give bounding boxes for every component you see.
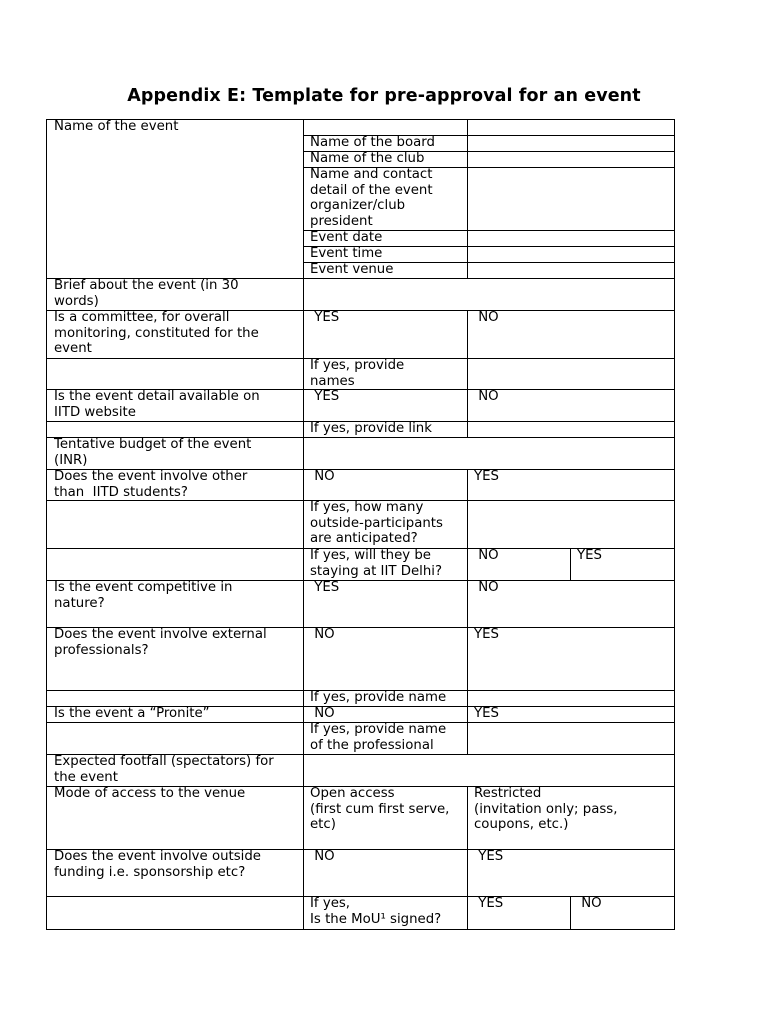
form-field-label-line: YES [310, 310, 340, 325]
form-field-label [474, 627, 499, 643]
form-field-label [474, 548, 499, 564]
form-field-label [310, 135, 435, 151]
form-field-label [310, 262, 393, 278]
form-field-label [474, 786, 617, 833]
form-field-label-line: (INR) [54, 452, 88, 468]
form-field-label-line: monitoring, constituted for the [54, 325, 259, 341]
form-field-label-line: Is the MoU¹ signed? [310, 911, 442, 927]
form-field-label-line: event [54, 341, 92, 357]
form-field-label-line: YES [474, 627, 499, 642]
form-field-label [54, 627, 267, 658]
form-field-label-line: professionals? [54, 642, 149, 658]
form-field-label-line: NO [310, 627, 335, 642]
form-field-label [54, 754, 274, 785]
page-title: Appendix E: Template for pre-approval for an event [127, 86, 641, 106]
form-field-label-line: NO [474, 389, 499, 404]
approval-form-table [47, 119, 675, 929]
form-field-label [310, 358, 404, 389]
table-cell [467, 246, 675, 263]
table-cell [46, 896, 304, 930]
form-field-label [310, 896, 441, 927]
form-field-label-line: coupons, etc.) [474, 817, 569, 833]
form-field-label [310, 151, 424, 167]
table-cell [46, 358, 304, 390]
form-field-label-line: names [310, 373, 355, 389]
form-field-label [54, 469, 247, 500]
form-field-label-line: (first cum first serve, [310, 801, 450, 817]
form-field-label [310, 246, 382, 262]
form-field-label-line: Does the event involve external [54, 627, 267, 642]
form-field-label [577, 548, 602, 564]
form-field-label [310, 310, 339, 326]
form-field-label-line: Brief about the event (in 30 [54, 278, 239, 293]
form-field-label-line: Tentative budget of the event [54, 437, 252, 452]
form-field-label-line: YES [474, 706, 499, 721]
form-field-label [54, 310, 259, 357]
form-field-label [54, 786, 245, 802]
form-field-label [577, 896, 602, 912]
form-field-label-line: NO [310, 706, 335, 721]
form-field-label-line: Name of the event [54, 119, 179, 134]
form-field-label [310, 690, 446, 706]
form-field-label-line: nature? [54, 595, 105, 611]
form-field-label-line: the event [54, 769, 118, 785]
form-field-label-line: Expected footfall (spectators) for [54, 754, 274, 769]
table-cell [467, 421, 675, 438]
form-field-label [54, 706, 210, 722]
form-field-label-line: Open access [310, 786, 395, 801]
form-field-label [310, 389, 339, 405]
form-field-label [474, 849, 503, 865]
form-field-label [310, 230, 382, 246]
table-cell [467, 135, 675, 152]
form-field-label [310, 421, 432, 437]
form-field-label-line: Mode of access to the venue [54, 786, 246, 801]
form-field-label [54, 119, 178, 135]
form-field-label-line: Does the event involve other [54, 469, 248, 484]
form-field-label-line: If yes, [310, 896, 351, 911]
form-field-label [54, 389, 260, 420]
form-field-label-line: NO [577, 896, 602, 911]
table-cell [467, 722, 675, 755]
form-field-label-line: YES [577, 548, 602, 563]
form-field-label [54, 849, 261, 880]
form-field-label-line: Event time [310, 246, 383, 261]
form-field-label-line: NO [310, 849, 335, 864]
table-cell [467, 358, 675, 390]
form-field-label-line: of the professional [310, 737, 434, 753]
form-field-label-line: If yes, provide name [310, 722, 447, 737]
table-cell [46, 119, 304, 279]
form-field-label-line: Restricted [474, 786, 542, 801]
form-field-label [474, 469, 499, 485]
form-field-label-line: Is the event a “Pronite” [54, 706, 210, 721]
form-field-label [310, 722, 446, 753]
form-field-label-line: NO [474, 310, 499, 325]
form-field-label [474, 310, 499, 326]
form-field-label-line: If yes, provide name [310, 690, 447, 705]
table-cell [467, 230, 675, 247]
form-field-label-line: If yes, provide [310, 358, 405, 373]
form-field-label-line: than IITD students? [54, 484, 188, 500]
table-cell [303, 754, 675, 787]
table-cell [46, 500, 304, 549]
table-cell [46, 548, 304, 581]
form-field-label-line: If yes, will they be [310, 548, 431, 563]
form-field-label-line: Is a committee, for overall [54, 310, 230, 325]
form-field-label-line: YES [310, 580, 340, 595]
form-field-label [54, 580, 232, 611]
table-cell [46, 421, 304, 438]
form-field-label-line: outside-participants [310, 515, 443, 531]
form-field-label-line: Is the event detail available on [54, 389, 260, 404]
form-field-label-line: YES [474, 896, 504, 911]
form-field-label-line: (invitation only; pass, [474, 801, 618, 817]
table-cell [467, 262, 675, 279]
form-field-label [310, 786, 449, 833]
table-cell [467, 167, 675, 231]
form-field-label-line: organizer/club [310, 198, 406, 214]
form-field-label-line: NO [474, 580, 499, 595]
form-field-label [474, 896, 503, 912]
form-field-label-line: Event date [310, 230, 383, 245]
form-field-label-line: detail of the event [310, 182, 433, 198]
form-field-label [54, 278, 239, 309]
form-field-label-line: words) [54, 293, 99, 309]
form-field-label-line: YES [474, 849, 504, 864]
table-cell [467, 119, 675, 136]
form-field-label-line: YES [474, 469, 499, 484]
form-field-label-line: etc) [310, 817, 336, 833]
form-field-label [310, 849, 335, 865]
form-field-label [310, 469, 335, 485]
form-field-label-line: are anticipated? [310, 531, 418, 547]
form-field-label [310, 706, 335, 722]
table-cell [303, 437, 675, 470]
form-field-label-line: NO [474, 548, 499, 563]
form-field-label [54, 437, 251, 468]
form-field-label-line: Name and contact [310, 167, 433, 182]
form-field-label [310, 548, 442, 579]
table-cell [46, 690, 304, 707]
form-field-label-line: Name of the club [310, 151, 425, 166]
form-field-label-line: funding i.e. sponsorship etc? [54, 864, 246, 880]
form-field-label-line: IITD website [54, 404, 136, 420]
form-field-label-line: YES [310, 389, 340, 404]
table-cell [303, 278, 675, 311]
form-field-label [310, 580, 339, 596]
table-cell [303, 119, 468, 136]
form-field-label-line: Does the event involve outside [54, 849, 261, 864]
form-field-label [310, 627, 335, 643]
form-field-label-line: staying at IIT Delhi? [310, 563, 443, 579]
table-cell [467, 151, 675, 168]
form-field-label [474, 706, 499, 722]
form-field-label-line: NO [310, 469, 335, 484]
table-cell [467, 500, 675, 549]
form-field-label-line: If yes, how many [310, 500, 424, 515]
form-field-label [310, 167, 433, 230]
form-field-label-line: Event venue [310, 262, 394, 277]
form-field-label [310, 500, 443, 547]
form-field-label [474, 389, 499, 405]
form-field-label-line: If yes, provide link [310, 421, 432, 436]
form-field-label-line: Name of the board [310, 135, 435, 150]
form-field-label [474, 580, 499, 596]
form-field-label-line: president [310, 214, 373, 230]
table-cell [467, 690, 675, 707]
form-field-label-line: Is the event competitive in [54, 580, 233, 595]
table-cell [46, 722, 304, 755]
